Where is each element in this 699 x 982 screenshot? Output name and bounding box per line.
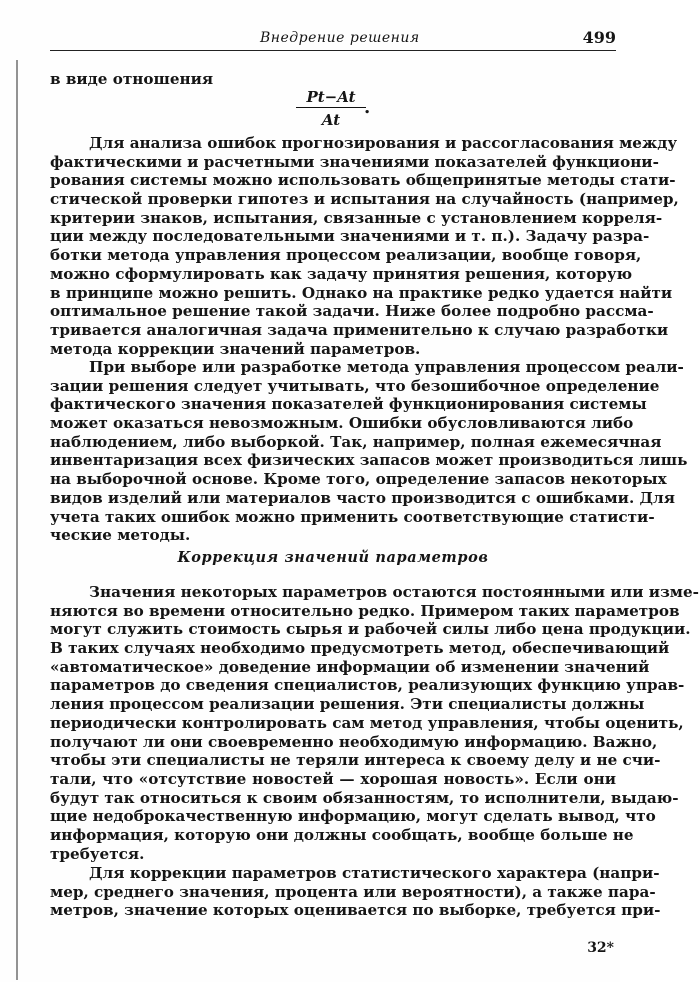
text-line: тривается аналогичная задача применительно к случаю разработки: [50, 320, 669, 339]
text-line: фактического значения показателей функционирования системы: [50, 395, 647, 414]
header-rule: [50, 50, 616, 51]
formula-period: .: [364, 97, 371, 118]
text-line: могут служить стоимость сырья и рабочей силы либо цена продукции.: [50, 620, 691, 639]
text-line: критерии знаков, испытания, связанные с установлением корреля-: [50, 208, 663, 227]
paragraph-statistical-parameters: [50, 864, 661, 920]
page-binding-edge: [16, 60, 18, 980]
text-line: учета таких ошибок можно применить соответствующие статисти-: [50, 507, 655, 526]
text-line: требуется.: [50, 844, 145, 863]
text-line: оптимальное решение такой задачи. Ниже более подробно рассма-: [50, 302, 654, 321]
section-heading: Коррекция значений параметров: [177, 549, 489, 566]
text-line: информация, которую они должны сообщать, вообще больше не: [50, 825, 634, 844]
text-line: получают ли они своевременно необходимую информацию. Важно,: [50, 732, 658, 751]
text-line: ления процессом реализации решения. Эти специалисты должны: [50, 695, 645, 714]
text-line: метров, значение которых оценивается по выборке, требуется при-: [50, 901, 661, 920]
text-line: При выборе или разработке метода управления процессом реали-: [89, 358, 684, 376]
text-line: тали, что «отсутствие новостей — хорошая новость». Если они: [50, 769, 616, 788]
intro-line: в виде отношения: [50, 70, 214, 88]
text-line: может оказаться невозможным. Ошибки обусловливаются либо: [50, 414, 634, 433]
text-line: параметров до сведения специалистов, реализующих функцию управ-: [50, 676, 685, 695]
text-line: ческие методы.: [50, 526, 191, 545]
text-line: видов изделий или материалов часто производится с ошибками. Для: [50, 488, 675, 507]
text-line: Для коррекции параметров статистического характера (напри-: [89, 864, 660, 882]
paragraph-method-selection: [50, 358, 688, 545]
text-line: зации решения следует учитывать, что безошибочное определение: [50, 376, 660, 395]
text-line: можно сформулировать как задачу принятия решения, которую: [50, 264, 633, 283]
text-line: Значения некоторых параметров остаются постоянными или изме-: [89, 583, 699, 601]
text-line: ции между последовательными значениями и т. п.). Задачу разра-: [50, 227, 650, 246]
text-line: ботки метода управления процессом реализации, вообще говоря,: [50, 246, 642, 265]
text-line: мер, среднего значения, процента или вероятности), а также пара-: [50, 882, 656, 901]
running-header: [50, 28, 616, 50]
text-line: чтобы эти специалисты не теряли интереса к своему делу и не счи-: [50, 751, 661, 770]
text-line: В таких случаях необходимо предусмотреть метод, обеспечивающий: [50, 639, 670, 658]
paragraph-parameter-correction: [50, 583, 699, 863]
text-line: периодически контролировать сам метод управления, чтобы оценить,: [50, 713, 684, 732]
running-header-title: Внедрение решения: [260, 30, 420, 46]
text-line: рования системы можно использовать общепринятые методы стати-: [50, 171, 676, 190]
fraction-bar: [296, 107, 366, 108]
text-line: «автоматическое» доведение информации об изменении значений: [50, 657, 650, 676]
text-line: няются во времени относительно редко. Примером таких параметров: [50, 601, 680, 620]
text-line: на выборочной основе. Кроме того, определение запасов некоторых: [50, 470, 667, 489]
text-line: инвентаризация всех физических запасов может производиться лишь: [50, 451, 688, 470]
formula-numerator: Pt−At: [306, 88, 356, 106]
page-number: 499: [582, 28, 616, 47]
printer-signature-mark: 32*: [587, 940, 614, 956]
text-line: будут так относиться к своим обязанностям, то исполнители, выдаю-: [50, 788, 679, 807]
text-line: стической проверки гипотез и испытания на случайность (например,: [50, 190, 679, 209]
formula-denominator: At: [321, 111, 341, 129]
text-line: фактическими и расчетными значениями показателей функциони-: [50, 152, 659, 171]
paragraph-forecast-errors: [50, 134, 679, 358]
text-line: наблюдением, либо выборкой. Так, например, полная ежемесячная: [50, 432, 662, 451]
text-line: метода коррекции значений параметров.: [50, 339, 421, 358]
ratio-formula: [296, 88, 366, 129]
text-line: в принципе можно решить. Однако на практике редко удается найти: [50, 283, 673, 302]
text-line: Для анализа ошибок прогнозирования и рассогласования между: [89, 134, 678, 152]
text-line: щие недоброкачественную информацию, могут сделать вывод, что: [50, 807, 656, 826]
